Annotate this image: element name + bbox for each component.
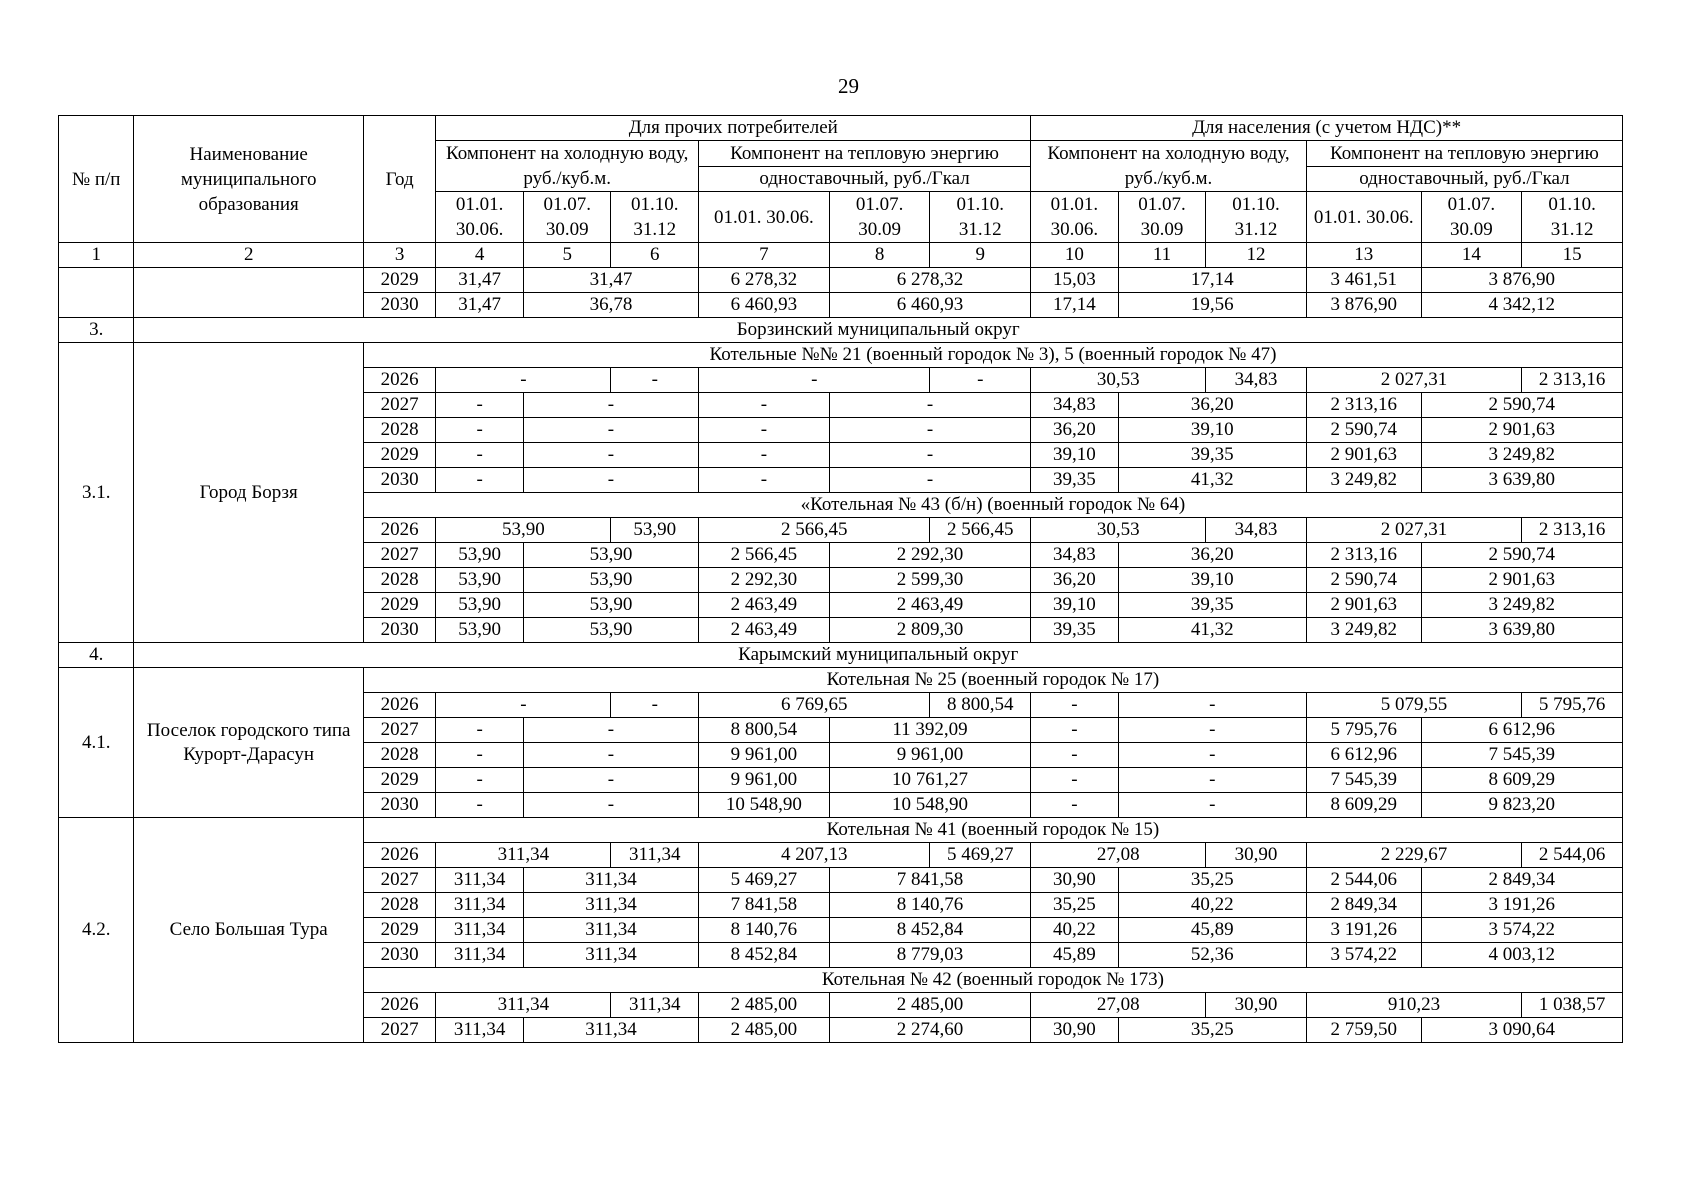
value-cell: - — [1118, 718, 1306, 743]
value-cell: - — [523, 743, 698, 768]
value-cell: 17,14 — [1118, 268, 1306, 293]
value-cell: 8 609,29 — [1421, 768, 1622, 793]
value-cell: 10 761,27 — [829, 768, 1030, 793]
value-cell: - — [829, 393, 1030, 418]
value-cell: 2 901,63 — [1306, 443, 1421, 468]
value-cell: 2 027,31 — [1306, 368, 1521, 393]
value-cell: 30,90 — [1031, 1018, 1119, 1043]
value-cell: 2 901,63 — [1421, 418, 1622, 443]
value-cell: 19,56 — [1118, 293, 1306, 318]
period-h2: 01.07. 30.09 — [1421, 192, 1522, 243]
value-cell: - — [436, 718, 524, 743]
value-cell: 6 612,96 — [1306, 743, 1421, 768]
value-cell: 2 463,49 — [699, 618, 830, 643]
value-cell: 34,83 — [1206, 518, 1307, 543]
period-h1: 01.01. 30.06. — [436, 192, 524, 243]
value-cell: 17,14 — [1031, 293, 1119, 318]
col-number: 11 — [1118, 243, 1206, 268]
value-cell: 4 207,13 — [699, 843, 930, 868]
col-number: 3 — [363, 243, 435, 268]
value-cell: - — [436, 468, 524, 493]
period-h1: 01.01. 30.06. — [1031, 192, 1119, 243]
value-cell: 311,34 — [436, 893, 524, 918]
value-cell: 2 566,45 — [699, 543, 830, 568]
value-cell: 2 566,45 — [930, 518, 1031, 543]
empty-cell — [134, 268, 363, 318]
value-cell: 3 574,22 — [1421, 918, 1622, 943]
value-cell: 34,83 — [1031, 543, 1119, 568]
value-cell: 11 392,09 — [829, 718, 1030, 743]
value-cell: 311,34 — [436, 1018, 524, 1043]
value-cell: 2 463,49 — [699, 593, 830, 618]
section-title: Борзинский муниципальный округ — [134, 318, 1623, 343]
value-cell: 2 313,16 — [1522, 518, 1623, 543]
value-cell: - — [699, 418, 830, 443]
value-cell: 2 759,50 — [1306, 1018, 1421, 1043]
value-cell: 10 548,90 — [829, 793, 1030, 818]
value-cell: 8 779,03 — [829, 943, 1030, 968]
value-cell: 6 278,32 — [829, 268, 1030, 293]
value-cell: 3 249,82 — [1306, 618, 1421, 643]
value-cell: 2 313,16 — [1306, 543, 1421, 568]
value-cell: 2 292,30 — [699, 568, 830, 593]
value-cell: - — [699, 468, 830, 493]
value-cell: 2 313,16 — [1306, 393, 1421, 418]
value-cell: 39,10 — [1118, 418, 1306, 443]
col-number: 9 — [930, 243, 1031, 268]
value-cell: 53,90 — [523, 543, 698, 568]
boiler-title: Котельная № 25 (военный городок № 17) — [363, 668, 1622, 693]
value-cell: 1 038,57 — [1522, 993, 1623, 1018]
header-population: Для населения (с учетом НДС)** — [1031, 116, 1623, 141]
value-cell: - — [523, 443, 698, 468]
col-number: 2 — [134, 243, 363, 268]
value-cell: - — [523, 793, 698, 818]
year-cell: 2029 — [363, 918, 435, 943]
value-cell: - — [699, 368, 930, 393]
boiler-row — [59, 818, 1623, 843]
value-cell: 7 841,58 — [699, 893, 830, 918]
value-cell: 53,90 — [523, 593, 698, 618]
value-cell: 36,78 — [523, 293, 698, 318]
value-cell: 40,22 — [1118, 893, 1306, 918]
value-cell: 6 460,93 — [829, 293, 1030, 318]
value-cell: 36,20 — [1031, 568, 1119, 593]
value-cell: 311,34 — [523, 868, 698, 893]
value-cell: 311,34 — [611, 993, 699, 1018]
municipality-name: Поселок городского типа Курорт-Дарасун — [134, 668, 363, 818]
value-cell: 7 545,39 — [1421, 743, 1622, 768]
value-cell: 39,10 — [1118, 568, 1306, 593]
value-cell: - — [436, 368, 611, 393]
col-number: 8 — [829, 243, 930, 268]
value-cell: 9 961,00 — [829, 743, 1030, 768]
value-cell: - — [829, 468, 1030, 493]
year-cell: 2030 — [363, 618, 435, 643]
year-cell: 2029 — [363, 768, 435, 793]
value-cell: 2 590,74 — [1421, 543, 1622, 568]
value-cell: 53,90 — [523, 568, 698, 593]
value-cell: 53,90 — [523, 618, 698, 643]
year-cell: 2027 — [363, 868, 435, 893]
tariff-table — [58, 115, 1623, 1043]
value-cell: 8 140,76 — [829, 893, 1030, 918]
header-heat-energy: Компонент на тепловую энергию — [1306, 141, 1622, 167]
value-cell: - — [829, 418, 1030, 443]
boiler-title: Котельные №№ 21 (военный городок № 3), 5 (военный городок № 47) — [363, 343, 1622, 368]
value-cell: 3 876,90 — [1421, 268, 1622, 293]
value-cell: 8 609,29 — [1306, 793, 1421, 818]
value-cell: 36,20 — [1118, 393, 1306, 418]
value-cell: - — [1031, 743, 1119, 768]
value-cell: 35,25 — [1118, 868, 1306, 893]
value-cell: 4 003,12 — [1421, 943, 1622, 968]
boiler-title: «Котельная № 43 (б/н) (военный городок № 64) — [363, 493, 1622, 518]
value-cell: 8 452,84 — [699, 943, 830, 968]
header-cold-water: Компонент на холодную воду, руб./куб.м. — [436, 141, 699, 192]
value-cell: 52,36 — [1118, 943, 1306, 968]
value-cell: 39,10 — [1031, 593, 1119, 618]
year-cell: 2030 — [363, 293, 435, 318]
value-cell: - — [523, 468, 698, 493]
col-number: 6 — [611, 243, 699, 268]
boiler-row — [59, 343, 1623, 368]
value-cell: 39,35 — [1031, 618, 1119, 643]
table-row — [59, 268, 1623, 293]
value-cell: 6 769,65 — [699, 693, 930, 718]
value-cell: 3 249,82 — [1306, 468, 1421, 493]
value-cell: 3 639,80 — [1421, 468, 1622, 493]
value-cell: 2 485,00 — [829, 993, 1030, 1018]
value-cell: 2 599,30 — [829, 568, 1030, 593]
value-cell: - — [611, 693, 699, 718]
value-cell: - — [436, 418, 524, 443]
col-number: 1 — [59, 243, 134, 268]
col-number: 7 — [699, 243, 830, 268]
value-cell: 8 800,54 — [930, 693, 1031, 718]
value-cell: 311,34 — [436, 943, 524, 968]
value-cell: - — [436, 768, 524, 793]
value-cell: 6 460,93 — [699, 293, 830, 318]
value-cell: 8 452,84 — [829, 918, 1030, 943]
period-h3: 01.10. 31.12 — [611, 192, 699, 243]
value-cell: 2 229,67 — [1306, 843, 1521, 868]
period-h3: 01.10. 31.12 — [1206, 192, 1307, 243]
value-cell: 39,35 — [1118, 443, 1306, 468]
period-h3: 01.10. 31.12 — [1522, 192, 1623, 243]
value-cell: 45,89 — [1031, 943, 1119, 968]
value-cell: 2 590,74 — [1306, 418, 1421, 443]
value-cell: 7 545,39 — [1306, 768, 1421, 793]
value-cell: 3 090,64 — [1421, 1018, 1622, 1043]
col-number: 15 — [1522, 243, 1623, 268]
value-cell: 2 292,30 — [829, 543, 1030, 568]
value-cell: 2 274,60 — [829, 1018, 1030, 1043]
value-cell: 9 961,00 — [699, 743, 830, 768]
value-cell: 311,34 — [611, 843, 699, 868]
boiler-title: Котельная № 41 (военный городок № 15) — [363, 818, 1622, 843]
col-number: 10 — [1031, 243, 1119, 268]
value-cell: 2 849,34 — [1306, 893, 1421, 918]
value-cell: 311,34 — [523, 1018, 698, 1043]
year-cell: 2028 — [363, 568, 435, 593]
value-cell: 7 841,58 — [829, 868, 1030, 893]
value-cell: 2 590,74 — [1306, 568, 1421, 593]
value-cell: 30,53 — [1031, 368, 1206, 393]
value-cell: - — [1118, 693, 1306, 718]
value-cell: 34,83 — [1206, 368, 1307, 393]
year-cell: 2029 — [363, 593, 435, 618]
year-cell: 2027 — [363, 718, 435, 743]
value-cell: 15,03 — [1031, 268, 1119, 293]
value-cell: 35,25 — [1118, 1018, 1306, 1043]
value-cell: 2 544,06 — [1306, 868, 1421, 893]
period-h2: 01.07. 30.09 — [1118, 192, 1206, 243]
value-cell: 2 027,31 — [1306, 518, 1521, 543]
page-number: 29 — [838, 74, 859, 98]
value-cell: 2 901,63 — [1306, 593, 1421, 618]
subsection-number: 4.2. — [59, 818, 134, 1043]
value-cell: 31,47 — [436, 293, 524, 318]
value-cell: - — [436, 393, 524, 418]
value-cell: 2 849,34 — [1421, 868, 1622, 893]
municipality-name: Город Борзя — [134, 343, 363, 643]
value-cell: 41,32 — [1118, 618, 1306, 643]
header-mo-name: Наименование муниципального образования — [134, 116, 363, 243]
value-cell: - — [1118, 793, 1306, 818]
year-cell: 2026 — [363, 368, 435, 393]
value-cell: 311,34 — [436, 843, 611, 868]
value-cell: 45,89 — [1118, 918, 1306, 943]
year-cell: 2030 — [363, 943, 435, 968]
value-cell: 2 463,49 — [829, 593, 1030, 618]
value-cell: 311,34 — [523, 943, 698, 968]
year-cell: 2026 — [363, 693, 435, 718]
value-cell: 39,35 — [1031, 468, 1119, 493]
municipality-name: Село Большая Тура — [134, 818, 363, 1043]
header-single-rate: одноставочный, руб./Гкал — [1306, 167, 1622, 192]
value-cell: 2 485,00 — [699, 1018, 830, 1043]
value-cell: - — [930, 368, 1031, 393]
year-cell: 2027 — [363, 1018, 435, 1043]
value-cell: - — [523, 718, 698, 743]
column-numbers-row — [59, 243, 1623, 268]
subsection-number: 3.1. — [59, 343, 134, 643]
value-cell: - — [436, 743, 524, 768]
value-cell: 36,20 — [1118, 543, 1306, 568]
value-cell: 311,34 — [436, 918, 524, 943]
value-cell: 41,32 — [1118, 468, 1306, 493]
col-number: 4 — [436, 243, 524, 268]
value-cell: 36,20 — [1031, 418, 1119, 443]
value-cell: - — [699, 443, 830, 468]
value-cell: 30,90 — [1206, 993, 1307, 1018]
value-cell: 311,34 — [523, 918, 698, 943]
value-cell: 6 612,96 — [1421, 718, 1622, 743]
value-cell: 8 140,76 — [699, 918, 830, 943]
section-row — [59, 643, 1623, 668]
value-cell: 3 249,82 — [1421, 593, 1622, 618]
value-cell: 2 544,06 — [1522, 843, 1623, 868]
boiler-row — [59, 668, 1623, 693]
value-cell: 30,90 — [1031, 868, 1119, 893]
value-cell: 6 278,32 — [699, 268, 830, 293]
year-cell: 2029 — [363, 443, 435, 468]
value-cell: - — [829, 443, 1030, 468]
value-cell: 2 485,00 — [699, 993, 830, 1018]
value-cell: - — [1031, 693, 1119, 718]
boiler-title: Котельная № 42 (военный городок № 173) — [363, 968, 1622, 993]
header-heat-energy: Компонент на тепловую энергию — [699, 141, 1031, 167]
value-cell: 31,47 — [436, 268, 524, 293]
header-cold-water: Компонент на холодную воду, руб./куб.м. — [1031, 141, 1307, 192]
value-cell: 3 876,90 — [1306, 293, 1421, 318]
value-cell: - — [699, 393, 830, 418]
value-cell: 4 342,12 — [1421, 293, 1622, 318]
section-number: 3. — [59, 318, 134, 343]
value-cell: 53,90 — [436, 543, 524, 568]
col-number: 14 — [1421, 243, 1522, 268]
header-other-consumers: Для прочих потребителей — [436, 116, 1031, 141]
value-cell: - — [611, 368, 699, 393]
value-cell: - — [1031, 718, 1119, 743]
period-h1: 01.01. 30.06. — [1306, 192, 1421, 243]
value-cell: 2 809,30 — [829, 618, 1030, 643]
value-cell: 53,90 — [611, 518, 699, 543]
value-cell: 5 795,76 — [1306, 718, 1421, 743]
value-cell: 31,47 — [523, 268, 698, 293]
value-cell: 39,10 — [1031, 443, 1119, 468]
year-cell: 2030 — [363, 468, 435, 493]
value-cell: - — [436, 793, 524, 818]
value-cell: 5 469,27 — [930, 843, 1031, 868]
value-cell: 5 079,55 — [1306, 693, 1521, 718]
value-cell: 3 249,82 — [1421, 443, 1622, 468]
period-h1: 01.01. 30.06. — [699, 192, 830, 243]
value-cell: - — [523, 768, 698, 793]
value-cell: 8 800,54 — [699, 718, 830, 743]
header-year: Год — [363, 116, 435, 243]
header-single-rate: одноставочный, руб./Гкал — [699, 167, 1031, 192]
year-cell: 2028 — [363, 418, 435, 443]
value-cell: - — [1031, 793, 1119, 818]
value-cell: 27,08 — [1031, 993, 1206, 1018]
value-cell: 3 639,80 — [1421, 618, 1622, 643]
section-number: 4. — [59, 643, 134, 668]
header-num: № п/п — [59, 116, 134, 243]
value-cell: 53,90 — [436, 618, 524, 643]
value-cell: 2 901,63 — [1421, 568, 1622, 593]
col-number: 13 — [1306, 243, 1421, 268]
year-cell: 2029 — [363, 268, 435, 293]
value-cell: 9 961,00 — [699, 768, 830, 793]
value-cell: 34,83 — [1031, 393, 1119, 418]
value-cell: - — [1118, 743, 1306, 768]
value-cell: 3 191,26 — [1306, 918, 1421, 943]
value-cell: 53,90 — [436, 518, 611, 543]
value-cell: 311,34 — [436, 993, 611, 1018]
section-title: Карымский муниципальный округ — [134, 643, 1623, 668]
value-cell: 2 566,45 — [699, 518, 930, 543]
value-cell: 53,90 — [436, 593, 524, 618]
header-row-1 — [59, 116, 1623, 141]
section-row — [59, 318, 1623, 343]
value-cell: 39,35 — [1118, 593, 1306, 618]
value-cell: 27,08 — [1031, 843, 1206, 868]
year-cell: 2027 — [363, 393, 435, 418]
value-cell: 311,34 — [436, 868, 524, 893]
period-h3: 01.10. 31.12 — [930, 192, 1031, 243]
col-number: 12 — [1206, 243, 1307, 268]
col-number: 5 — [523, 243, 611, 268]
year-cell: 2027 — [363, 543, 435, 568]
value-cell: - — [523, 393, 698, 418]
value-cell: 9 823,20 — [1421, 793, 1622, 818]
value-cell: 3 191,26 — [1421, 893, 1622, 918]
year-cell: 2028 — [363, 893, 435, 918]
subsection-number: 4.1. — [59, 668, 134, 818]
value-cell: - — [436, 443, 524, 468]
empty-cell — [59, 268, 134, 318]
value-cell: 53,90 — [436, 568, 524, 593]
value-cell: 910,23 — [1306, 993, 1521, 1018]
value-cell: - — [1118, 768, 1306, 793]
value-cell: 2 313,16 — [1522, 368, 1623, 393]
value-cell: - — [436, 693, 611, 718]
value-cell: 5 795,76 — [1522, 693, 1623, 718]
year-cell: 2026 — [363, 518, 435, 543]
value-cell: 30,90 — [1206, 843, 1307, 868]
year-cell: 2030 — [363, 793, 435, 818]
value-cell: 3 574,22 — [1306, 943, 1421, 968]
value-cell: - — [1031, 768, 1119, 793]
value-cell: 311,34 — [523, 893, 698, 918]
value-cell: 30,53 — [1031, 518, 1206, 543]
year-cell: 2028 — [363, 743, 435, 768]
period-h2: 01.07. 30.09 — [523, 192, 611, 243]
value-cell: - — [523, 418, 698, 443]
value-cell: 5 469,27 — [699, 868, 830, 893]
year-cell: 2026 — [363, 993, 435, 1018]
value-cell: 3 461,51 — [1306, 268, 1421, 293]
period-h2: 01.07. 30.09 — [829, 192, 930, 243]
value-cell: 40,22 — [1031, 918, 1119, 943]
value-cell: 2 590,74 — [1421, 393, 1622, 418]
value-cell: 10 548,90 — [699, 793, 830, 818]
value-cell: 35,25 — [1031, 893, 1119, 918]
year-cell: 2026 — [363, 843, 435, 868]
